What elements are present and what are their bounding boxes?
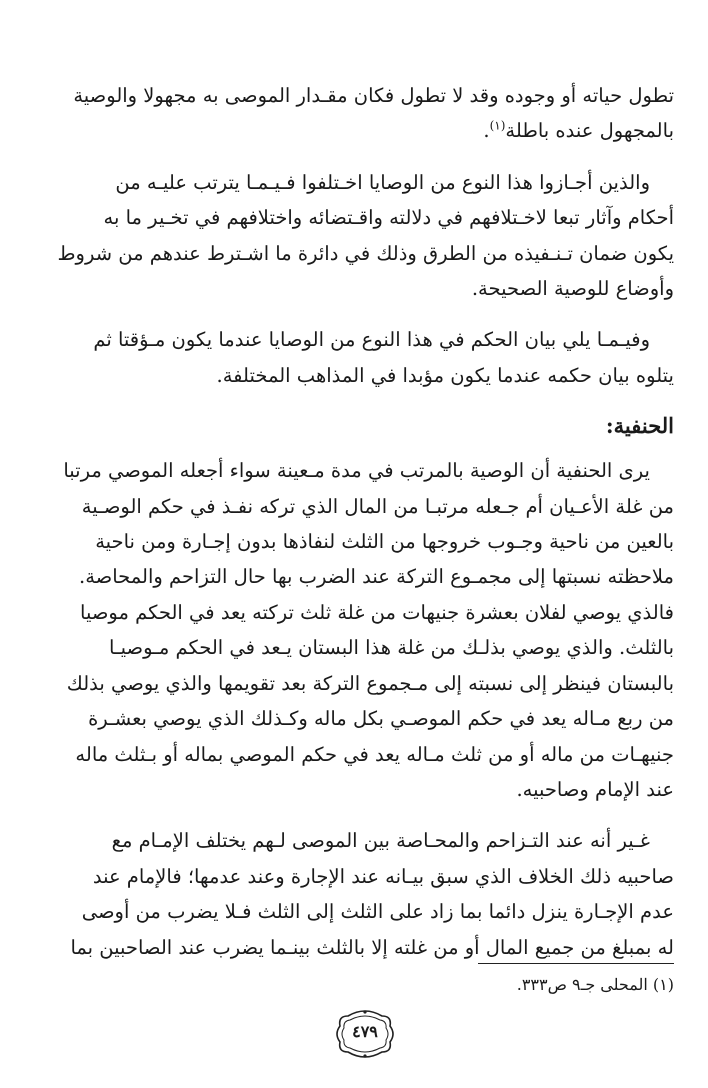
text-line: وأوضاع للوصية الصحيحة. <box>471 277 674 301</box>
text-fragment: بالمجهول عنده باطلة <box>505 119 674 143</box>
paragraph-2 <box>57 165 674 307</box>
text-line: غـير أنه عند التـزاحم والمحـاصة بين الموصى لـهم يختلف الإمـام مع <box>111 829 650 853</box>
paragraph-4 <box>63 453 674 807</box>
page-body <box>57 78 674 981</box>
text-line: يتلوه بيان حكمه عندما يكون مؤبدا في المذاهب المختلفة. <box>216 363 674 387</box>
text-line: ملاحظته نسبتها إلى مجمـوع التركة عند الضرب بها حال التزاحم والمحاصة. <box>79 565 674 589</box>
footnote-reference[interactable]: (١) <box>489 118 506 133</box>
text-line: بالعين من ناحية وجـوب خروجها من الثلث لنفاذها بدون إجـارة ومن ناحية <box>95 530 674 554</box>
text-line: عند الإمام وصاحبيه. <box>516 777 674 801</box>
text-line: من غلة الأعـيان أم جـعله مرتبـا من المال الذي تركه نفـذ في حكم الوصـية <box>81 494 674 518</box>
text-line: له بمبلغ من جميع المال أو من غلته إلا بالثلث بينـما يضرب عند الصاحبين بما <box>70 935 674 959</box>
footnote: (١) المحلى جـ٩ ص٣٣٣. <box>516 975 674 994</box>
paragraph-1 <box>72 78 674 149</box>
page-number: ٤٧٩ <box>352 1022 378 1041</box>
paragraph-3 <box>72 322 674 393</box>
text-line <box>72 113 674 148</box>
section-heading: الحنفية: <box>605 413 674 439</box>
page-number-ornament <box>334 1008 396 1060</box>
text-line: من ربع مـاله يعد في حكم الموصـي بكل ماله وكـذلك الذي يوصي بعشـرة <box>88 707 674 731</box>
text-line: يرى الحنفية أن الوصية بالمرتب في مدة مـعينة سواء أجعله الموصي مرتبا <box>63 459 650 483</box>
text-line: عدم الإجـارة ينزل دائما بما زاد على الثلث إلى الثلث فـلا يضرب من أوصى <box>81 900 674 924</box>
footnote-divider <box>478 963 674 964</box>
text-line: يكون ضمان تـنـفيذه من الطرق وذلك في دائرة ما اشـترط عندهم من شروط <box>57 241 674 265</box>
paragraph-5 <box>72 823 674 965</box>
text-line: فالذي يوصي لفلان بعشرة جنيهات من غلة ثلث تركته يعد في الحكم موصيا <box>80 600 674 624</box>
text-line: أحكام وآثار تبعا لاخـتلافهم في دلالته واقـتضائه واختلافهم في تخـير ما به <box>103 206 674 230</box>
text-line: بالبستان فينظر إلى نسبته إلى مـجموع التركة بعد تقويمها والذي يوصي بذلك <box>66 671 674 695</box>
text-line: وفيـمـا يلي بيان الحكم في هذا النوع من الوصايا عندما يكون مـؤقتا ثم <box>93 328 650 352</box>
text-line: بالثلث. والذي يوصي بذلـك من غلة هذا البستان يـعد في الحكم مـوصيـا <box>108 636 674 660</box>
text-line: جنيهـات من ماله أو من ثلث مـاله يعد في حكم الموصي بماله أو بـثلث ماله <box>75 742 674 766</box>
text-line: صاحبيه ذلك الخلاف الذي سبق بيـانه عند الإجارة وعند عدمها؛ فالإمام عند <box>92 864 674 888</box>
text-fragment: . <box>483 119 490 143</box>
text-line: تطول حياته أو وجوده وقد لا تطول فكان مقـدار الموصى به مجهولا والوصية <box>73 84 674 107</box>
text-line: والذين أجـازوا هذا النوع من الوصايا اخـتلفوا فـيـمـا يترتب عليـه من <box>115 170 650 194</box>
